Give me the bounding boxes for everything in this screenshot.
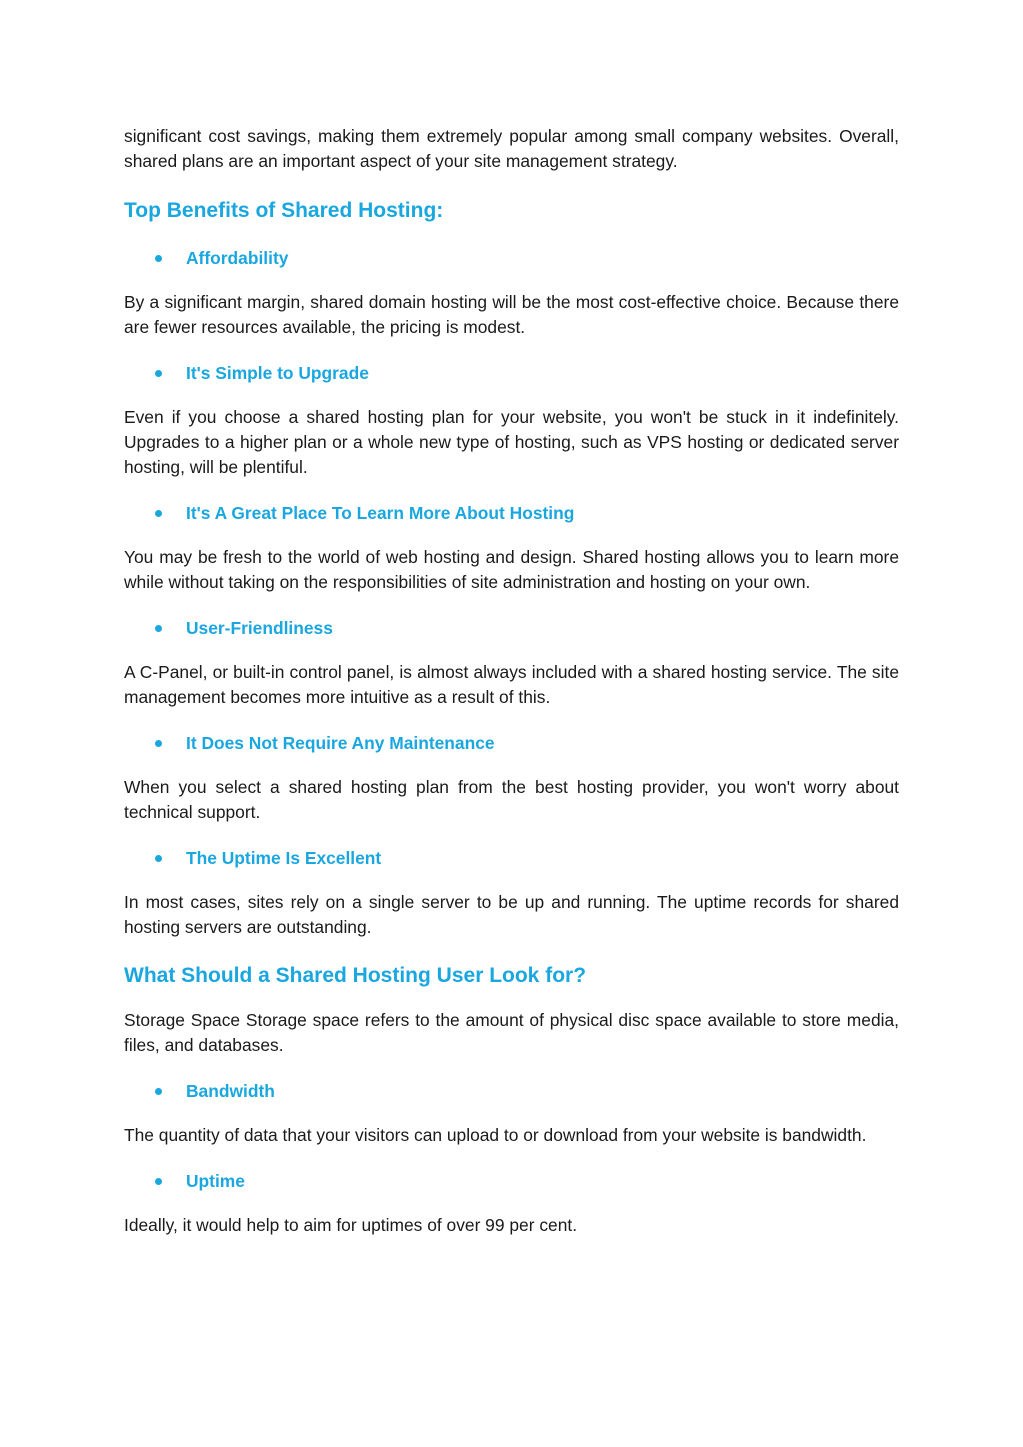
bullet-bandwidth bbox=[124, 1078, 899, 1104]
bullet-dot-icon bbox=[155, 510, 162, 517]
bullet-title: It Does Not Require Any Maintenance bbox=[186, 733, 495, 753]
bullet-affordability bbox=[124, 245, 899, 271]
simple-upgrade-text: Even if you choose a shared hosting plan for your website, you won't be stuck in it indefinitely. Upgrades to a higher plan or a whole new type of hosting, such as VPS hosting or dedicated server hosting, will be plentiful. bbox=[124, 407, 899, 477]
bullet-title: User-Friendliness bbox=[186, 618, 333, 638]
bandwidth-text: The quantity of data that your visitors can upload to or download from your website is bandwidth. bbox=[124, 1125, 867, 1145]
bullet-simple-upgrade bbox=[124, 360, 899, 386]
uptime-excellent-text: In most cases, sites rely on a single server to be up and running. The uptime records for shared hosting servers are outstanding. bbox=[124, 892, 899, 937]
user-friendliness-text: A C-Panel, or built-in control panel, is almost always included with a shared hosting service. The site management becomes more intuitive as a result of this. bbox=[124, 662, 899, 707]
bullet-user-friendliness bbox=[124, 615, 899, 641]
document-page bbox=[124, 124, 899, 1238]
bullet-dot-icon bbox=[155, 740, 162, 747]
storage-space-text: Storage Space Storage space refers to the amount of physical disc space available to store media, files, and databases. bbox=[124, 1010, 899, 1055]
intro-paragraph: significant cost savings, making them extremely popular among small company websites. Overall, shared plans are an important aspect of your site management strategy. bbox=[124, 126, 899, 171]
bullet-title: Affordability bbox=[186, 248, 289, 268]
bullet-title: Bandwidth bbox=[186, 1081, 275, 1101]
affordability-text: By a significant margin, shared domain hosting will be the most cost-effective choice. Because there are fewer resources available, the pricing is modest. bbox=[124, 292, 899, 337]
no-maintenance-text: When you select a shared hosting plan from the best hosting provider, you won't worry about technical support. bbox=[124, 777, 899, 822]
bullet-title: It's A Great Place To Learn More About Hosting bbox=[186, 503, 575, 523]
bullet-title: It's Simple to Upgrade bbox=[186, 363, 369, 383]
bullet-dot-icon bbox=[155, 625, 162, 632]
bullet-dot-icon bbox=[155, 1088, 162, 1095]
lookfor-heading: What Should a Shared Hosting User Look for? bbox=[124, 964, 587, 987]
uptime-text: Ideally, it would help to aim for uptimes of over 99 per cent. bbox=[124, 1215, 578, 1235]
bullet-dot-icon bbox=[155, 1178, 162, 1185]
bullet-learn-hosting bbox=[124, 500, 899, 526]
bullet-title: The Uptime Is Excellent bbox=[186, 848, 382, 868]
bullet-dot-icon bbox=[155, 255, 162, 262]
bullet-title: Uptime bbox=[186, 1171, 245, 1191]
bullet-uptime bbox=[124, 1168, 899, 1194]
bullet-dot-icon bbox=[155, 855, 162, 862]
learn-hosting-text: You may be fresh to the world of web hosting and design. Shared hosting allows you to learn more while without taking on the responsibilities of site administration and hosting on your own. bbox=[124, 547, 899, 592]
bullet-no-maintenance bbox=[124, 730, 899, 756]
benefits-heading: Top Benefits of Shared Hosting: bbox=[124, 199, 444, 222]
bullet-dot-icon bbox=[155, 370, 162, 377]
bullet-uptime-excellent bbox=[124, 845, 899, 871]
